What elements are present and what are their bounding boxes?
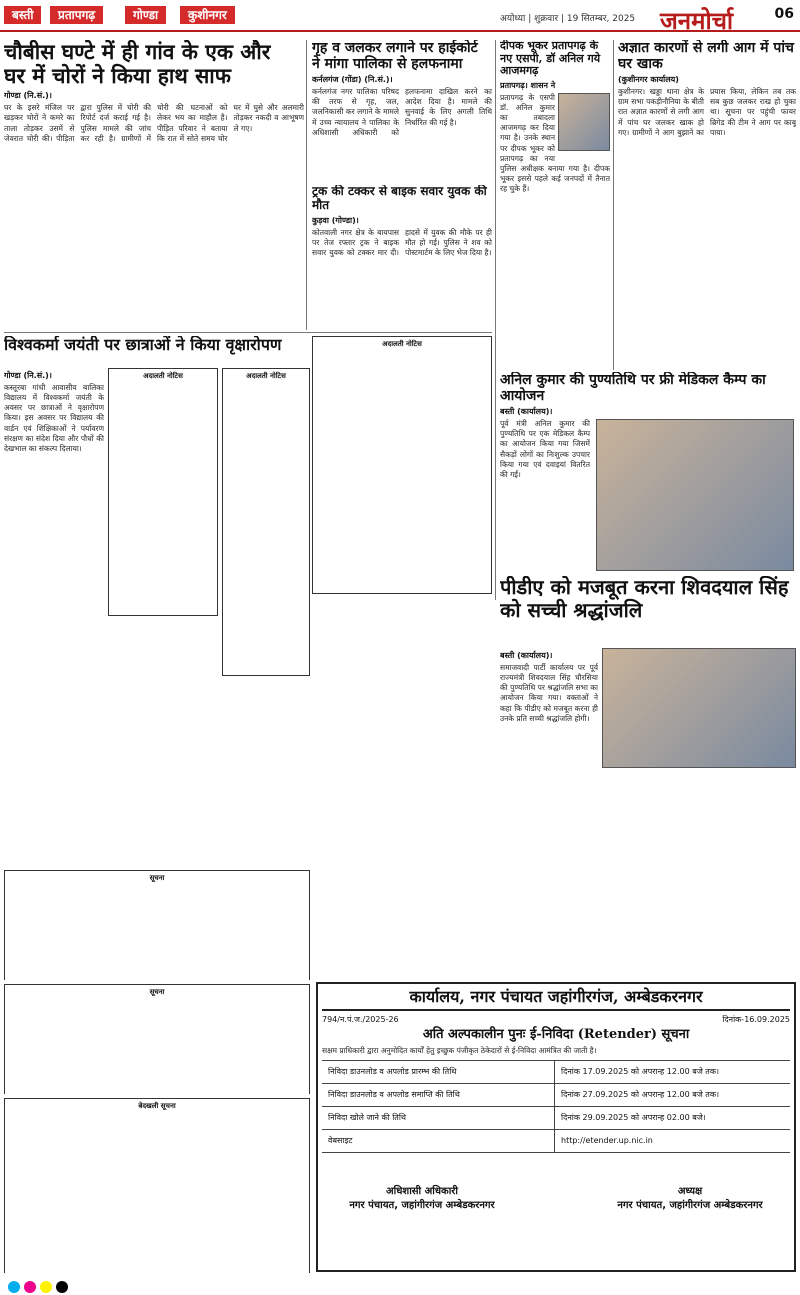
notice-box-3 bbox=[4, 1098, 310, 1273]
row-value: दिनांक 29.09.2025 को अपरान्ह 02.00 बजे। bbox=[561, 1113, 706, 1123]
signature-left bbox=[322, 1183, 522, 1211]
notice-box-1 bbox=[4, 870, 310, 980]
story-accident bbox=[312, 185, 492, 330]
article-body: कोतवाली नगर क्षेत्र के बायपास पर तेज रफ्तार ट्रक ने बाइक सवार युवक को टक्कर मार दी। हादसे में युवक की मौके पर ही मौत हो गई। पुलिस ने शव को पोस्टमार्टम के लिए भेज दिया है। bbox=[312, 227, 492, 257]
legal-notices-col-a bbox=[108, 368, 218, 868]
byline: गोण्डा (नि.सं.)। bbox=[4, 91, 52, 101]
signatory-org: नगर पंचायत, जहांगीरगंज अम्बेडकरनगर bbox=[349, 1200, 495, 1212]
signatory-org: नगर पंचायत, जहांगीरगंज अम्बेडकरनगर bbox=[617, 1200, 763, 1212]
portrait-photo bbox=[558, 93, 610, 151]
headline: चौबीस घण्टे में ही गांव के एक और bbox=[4, 40, 271, 64]
page-header bbox=[0, 0, 800, 30]
row-value: दिनांक 27.09.2025 को अपरान्ह 12.00 बजे तक। bbox=[561, 1090, 720, 1100]
district-tab: कुशीनगर bbox=[180, 6, 235, 24]
byline: (कुशीनगर कार्यालय) bbox=[618, 75, 679, 85]
row-value: http://etender.up.nic.in bbox=[561, 1136, 653, 1146]
signature-right bbox=[590, 1183, 790, 1211]
article-body: समाजवादी पार्टी कार्यालय पर पूर्व राज्यमंत्री शिवदयाल सिंह चौरसिया की पुण्यतिथि पर श्रद्धांजलि सभा का आयोजन किया गया। वक्ताओं ने कहा कि पीडीए को मजबूत करना ही उनके प्रति सच्ची श्रद्धांजलि होगी। bbox=[500, 663, 598, 723]
court-notice bbox=[108, 368, 218, 616]
row-label: वेबसाइट bbox=[322, 1130, 555, 1152]
legal-notices-col-b bbox=[222, 368, 310, 788]
row-label: निविदा डाउनलोड व अपलोड प्रारम्भ की तिथि bbox=[322, 1061, 555, 1083]
row-label: निविदा खोले जाने की तिथि bbox=[322, 1107, 555, 1129]
office-title: कार्यालय, नगर पंचायत जहांगीरगंज, अम्बेडकरनगर bbox=[322, 988, 790, 1011]
byline: बस्ती (कार्यालय)। bbox=[500, 407, 553, 417]
notice-box-2 bbox=[4, 984, 310, 1094]
newspaper-title: जनमोर्चा bbox=[660, 6, 734, 30]
headline: अज्ञात कारणों से लगी आग में पांच घर खाक bbox=[618, 40, 794, 73]
byline: प्रतापगढ़। शासन ने bbox=[500, 80, 556, 90]
court-notice bbox=[312, 336, 492, 594]
headline: अनिल कुमार की पुण्यतिथि पर फ्री मेडिकल कैम्प का आयोजन bbox=[500, 372, 766, 405]
tender-advertisement bbox=[316, 982, 796, 1272]
print-mark-icon bbox=[40, 1281, 52, 1293]
headline: पीडीए को मजबूत करना शिवदयाल सिंह को सच्ची श्रद्धांजलि bbox=[500, 576, 789, 622]
date-line: अयोध्या | शुक्रवार | 19 सितम्बर, 2025 bbox=[500, 14, 636, 24]
legal-notices-col-c bbox=[312, 336, 492, 596]
signatory-title: अधिशासी अधिकारी bbox=[386, 1186, 458, 1198]
notice-title: बेदखली सूचना bbox=[138, 1102, 176, 1110]
row-value: दिनांक 17.09.2025 को अपरान्ह 12.00 बजे तक। bbox=[561, 1067, 720, 1077]
article-body: प्रतापगढ़ के एसपी डॉ. अनिल कुमार का तबादला आजमगढ़ कर दिया गया है। उनके स्थान पर दीपक भूकर को प्रतापगढ़ का नया पुलिस अधीक्षक बनाया गया है। दीपक भूकर इससे पहले कई जनपदों में तैनात रह चुके हैं। bbox=[500, 92, 610, 194]
headline: ट्रक की टक्कर से बाइक सवार युवक की मौत bbox=[312, 185, 487, 212]
event-photo bbox=[596, 419, 794, 571]
district-tab: प्रतापगढ़ bbox=[50, 6, 103, 24]
story-plantation bbox=[4, 368, 104, 568]
divider bbox=[613, 40, 614, 370]
masthead bbox=[500, 4, 800, 30]
article-body: कुशीनगर। खड्डा थाना क्षेत्र के ग्राम सभा पकड़ीनौनिया के बीती रात अज्ञात कारणों से लगी आग में पांच घर जलकर खाक हो गए। ग्रामीणों ने आग बुझाने का प्रयास किया, लेकिन तब तक सब कुछ जलकर राख हो चुका था। सूचना पर पहुंची फायर ब्रिगेड की टीम ने आग पर काबू पाया। bbox=[618, 87, 796, 137]
tender-intro: सक्षम प्राधिकारी द्वारा अनुमोदित कार्यों हेतु इच्छुक पंजीकृत ठेकेदारों से ई-निविदा आमंत्रित की जाती है। bbox=[322, 1046, 597, 1056]
story-highcourt bbox=[312, 40, 492, 180]
print-mark-icon bbox=[56, 1281, 68, 1293]
story-theft bbox=[4, 40, 304, 330]
story-sp-transfer bbox=[500, 40, 610, 330]
story-tribute bbox=[500, 648, 598, 978]
story-fire bbox=[618, 40, 796, 370]
article-body: घर के इसरे मंजिल पर खड़कर चोरों ने कमरे का ताला तोड़कर उसमें से जेवरात चोरी की। पीड़िता द्वारा पुलिस में चोरी की रिपोर्ट दर्ज कराई गई है। पुलिस मामले की जांच कर रही है। ग्रामीणों में चोरी की घटनाओं को लेकर भय का माहौल है। पीड़ित परिवार ने बताया कि रात में सोते समय चोर घर में घुसे और अलमारी तोड़कर नकदी व आभूषण ले गए। bbox=[4, 103, 304, 143]
byline: कुड़वा (गोण्डा)। bbox=[312, 215, 359, 225]
headline: विश्वकर्मा जयंती पर छात्राओं ने किया वृक्षारोपण bbox=[4, 336, 282, 354]
story-tribute-head bbox=[500, 576, 796, 646]
article-body: पूर्व मंत्री अनिल कुमार की पुण्यतिथि पर एक मेडिकल कैम्प का आयोजन किया गया जिसमें सैकड़ों लोगों का निःशुल्क उपचार किया गया एवं दवाइयां वितरित की गईं। bbox=[500, 419, 590, 479]
byline: बस्ती (कार्यालय)। bbox=[500, 651, 553, 660]
header-rule bbox=[0, 30, 800, 32]
court-notice bbox=[222, 368, 310, 676]
headline: घर में चोरों ने किया हाथ साफ bbox=[4, 63, 231, 89]
table-row bbox=[322, 1130, 790, 1153]
headline: गृह व जलकर लगाने पर हाईकोर्ट bbox=[312, 40, 478, 56]
article-body: कस्तूरबा गांधी आवासीय बालिका विद्यालय में विश्वकर्मा जयंती के अवसर पर छात्राओं ने वृक्षारोपण किया। इस अवसर पर विद्यालय की वार्डन एवं शिक्षिकाओं ने पर्यावरण संरक्षण का संदेश दिया और पौधों की देखभाल का संकल्प दिलाया। bbox=[4, 383, 104, 453]
public-notice bbox=[4, 870, 310, 980]
notice-title: अदालती नोटिस bbox=[143, 372, 183, 380]
district-tab: बस्ती bbox=[4, 6, 41, 24]
notice-title: सूचना bbox=[149, 874, 165, 882]
tender-title: अति अल्पकालीन पुनः ई-निविदा (Retender) सूचना bbox=[422, 1027, 690, 1043]
divider bbox=[4, 332, 492, 333]
table-row bbox=[322, 1084, 790, 1107]
headline: दीपक भूकर प्रतापगढ़ के नए एसपी, डॉ अनिल गये आजमगढ़ bbox=[500, 40, 601, 78]
tender-table bbox=[322, 1060, 790, 1153]
divider bbox=[495, 40, 496, 600]
byline: कर्नलगंज (गोंडा) (नि.सं.)। bbox=[312, 75, 393, 85]
divider bbox=[306, 40, 307, 330]
notice-title: अदालती नोटिस bbox=[382, 340, 422, 348]
notice-title: सूचना bbox=[149, 988, 165, 996]
row-label: निविदा डाउनलोड व अपलोड समाप्ति की तिथि bbox=[322, 1084, 555, 1106]
notice-date: दिनांक-16.09.2025 bbox=[722, 1015, 790, 1025]
signatory-title: अध्यक्ष bbox=[677, 1186, 703, 1198]
public-notice bbox=[4, 984, 310, 1094]
table-row bbox=[322, 1107, 790, 1130]
district-tab: गोण्डा bbox=[125, 6, 166, 24]
tribute-photo bbox=[602, 648, 796, 768]
table-row bbox=[322, 1061, 790, 1084]
print-mark-icon bbox=[24, 1281, 36, 1293]
headline: ने मांगा पालिका से हलफनामा bbox=[312, 56, 463, 73]
notice-title: अदालती नोटिस bbox=[246, 372, 286, 380]
eviction-notice bbox=[4, 1098, 310, 1273]
story-medical-camp bbox=[500, 372, 796, 572]
byline: गोण्डा (नि.सं.)। bbox=[4, 371, 52, 380]
article-body: कर्नलगंज नगर पालिका परिषद की तरफ से गृह, जल, जलनिकासी कर लगाने के मामले में उच्च न्यायालय ने पालिका के अधिशासी अधिकारी को हलफनामा दाखिल करने का आदेश दिया है। मामले की सुनवाई के लिए अगली तिथि निर्धारित की गई है। bbox=[312, 87, 492, 137]
ref-number: 794/न.पं.ज./2025-26 bbox=[322, 1015, 399, 1025]
print-mark-icon bbox=[8, 1281, 20, 1293]
page-number: 06 bbox=[774, 6, 794, 22]
